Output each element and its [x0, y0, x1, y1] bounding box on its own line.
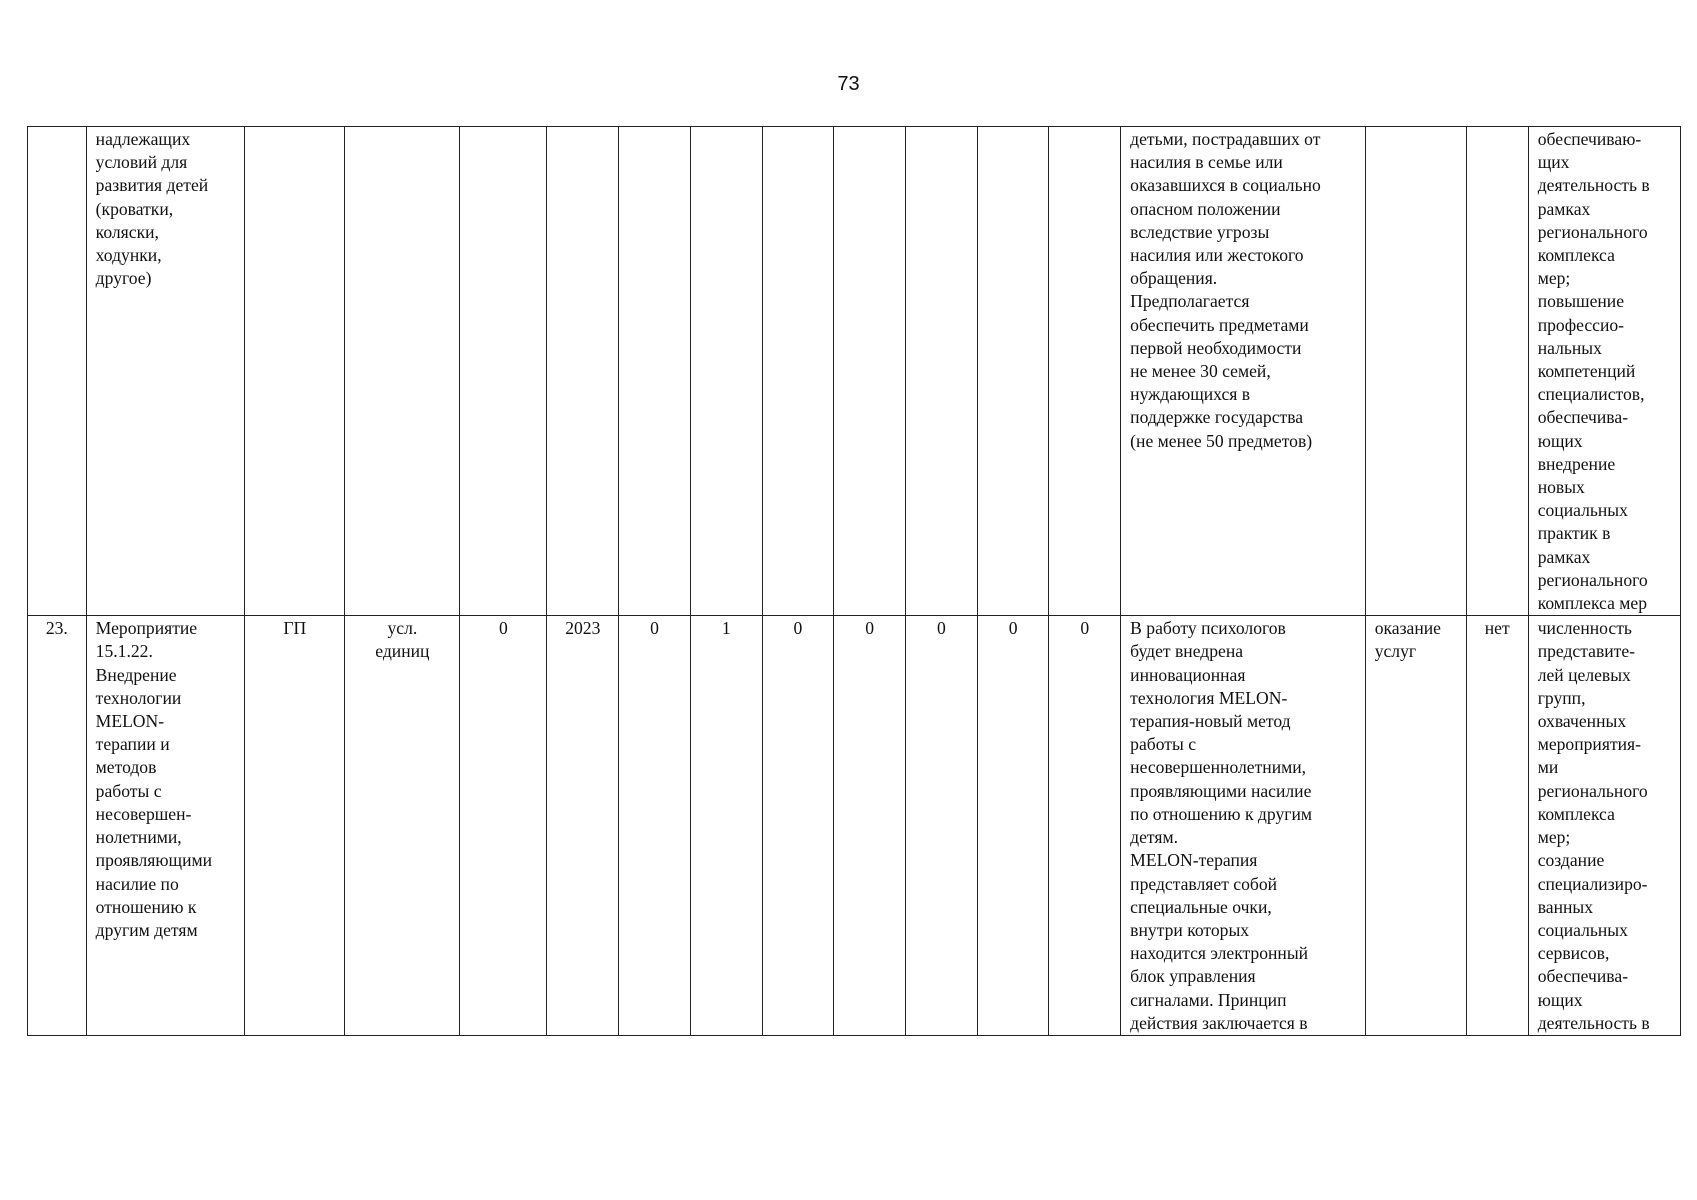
text-line: надлежащих	[95, 129, 191, 149]
text-line: детям.	[1130, 827, 1179, 848]
measures-table	[27, 126, 1681, 1036]
cell-flag: нет	[1466, 616, 1528, 1036]
text-line: не менее 30 семей,	[1130, 361, 1271, 382]
text-line: вследствие угрозы	[1130, 221, 1270, 242]
text-line: обеспечить предметами	[1130, 314, 1309, 335]
cell-responsible: ГП	[245, 616, 345, 1036]
text-line: представите-	[1537, 641, 1636, 662]
text-line: проявляющими насилие	[1130, 780, 1312, 801]
cell-value	[834, 127, 906, 616]
text-line: комплекса мер	[1537, 593, 1648, 614]
text-line: услуг	[1374, 641, 1417, 662]
cell-base-value	[460, 127, 547, 616]
text-line: рамках	[1537, 546, 1591, 567]
cell-measure-name	[86, 127, 245, 616]
text-line: повышение	[1537, 291, 1625, 312]
text-line: оказавшихся в социально	[1130, 175, 1321, 196]
cell-value	[906, 127, 978, 616]
text-line: регионального	[1537, 221, 1648, 242]
text-line: несовершен-	[95, 803, 192, 824]
text-line: внутри которых	[1130, 919, 1250, 940]
text-line: обеспечива-	[1537, 407, 1629, 428]
text-line: охваченных	[1537, 711, 1627, 732]
cell-value	[690, 127, 762, 616]
text-line: регионального	[1537, 780, 1648, 801]
text-line: нальных	[1537, 337, 1602, 358]
text-line: ходунки,	[95, 245, 162, 266]
text-line: насилия или жестокого	[1130, 245, 1304, 266]
text-line: рамках	[1537, 198, 1591, 219]
text-line: терапия-новый метод	[1130, 711, 1291, 732]
text-line: технология MELON-	[1130, 687, 1288, 708]
text-line: обращения.	[1130, 268, 1218, 289]
cell-value: 0	[834, 616, 906, 1036]
text-line: опасном положении	[1130, 198, 1281, 219]
cell-base-year	[547, 127, 619, 616]
text-line: детьми, пострадавших от	[1130, 129, 1321, 149]
text-line: специализиро-	[1537, 873, 1648, 894]
text-line: социальных	[1537, 500, 1628, 521]
text-line: работы с	[95, 780, 162, 801]
text-line: щих	[1537, 152, 1570, 173]
text-line: несовершеннолетними,	[1130, 757, 1307, 778]
cell-type	[1365, 127, 1466, 616]
text-line: социальных	[1537, 919, 1628, 940]
text-line: профессио-	[1537, 314, 1625, 335]
text-line: Внедрение	[95, 664, 177, 685]
text-line: методов	[95, 757, 157, 778]
text-line: условий для	[95, 152, 188, 173]
text-line: усл.	[387, 618, 418, 639]
text-line: технологии	[95, 687, 182, 708]
text-line: Мероприятие	[95, 618, 198, 639]
text-line: мер;	[1537, 827, 1571, 848]
text-line: численность	[1537, 618, 1632, 639]
text-line: проявляющими	[95, 850, 213, 871]
text-line: новых	[1537, 477, 1585, 498]
text-line: ванных	[1537, 896, 1594, 917]
cell-value: 0	[619, 616, 691, 1036]
cell-measure-name	[86, 616, 245, 1036]
text-line: нолетними,	[95, 827, 182, 848]
text-line: В работу психологов	[1130, 618, 1286, 639]
cell-value	[619, 127, 691, 616]
cell-unit	[345, 616, 460, 1036]
cell-responsible	[245, 127, 345, 616]
text-line: (не менее 50 предметов)	[1130, 430, 1313, 451]
cell-description	[1121, 127, 1366, 616]
text-line: (кроватки,	[95, 198, 174, 219]
text-line: регионального	[1537, 569, 1648, 590]
text-line: специальные очки,	[1130, 896, 1272, 917]
text-line: деятельность в	[1537, 1012, 1650, 1033]
text-line: будет внедрена	[1130, 641, 1244, 662]
text-line: инновационная	[1130, 664, 1246, 685]
text-line: отношению к	[95, 896, 197, 917]
cell-index	[28, 127, 87, 616]
text-line: MELON-терапия	[1130, 850, 1258, 871]
text-line: мер;	[1537, 268, 1571, 289]
cell-unit	[345, 127, 460, 616]
cell-base-value: 0	[460, 616, 547, 1036]
text-line: единиц	[375, 641, 430, 662]
text-line: обеспечиваю-	[1537, 129, 1642, 149]
text-line: блок управления	[1130, 966, 1256, 987]
text-line: насилия в семье или	[1130, 152, 1283, 173]
text-line: групп,	[1537, 687, 1586, 708]
cell-value	[762, 127, 834, 616]
text-line: другим детям	[95, 919, 198, 940]
text-line: представляет собой	[1130, 873, 1278, 894]
text-line: внедрение	[1537, 453, 1616, 474]
text-line: создание	[1537, 850, 1605, 871]
text-line: Предполагается	[1130, 291, 1250, 312]
cell-index: 23.	[28, 616, 87, 1036]
text-line: MELON-	[95, 711, 165, 732]
cell-flag	[1466, 127, 1528, 616]
text-line: находится электронный	[1130, 943, 1309, 964]
cell-value: 0	[906, 616, 978, 1036]
cell-value: 0	[762, 616, 834, 1036]
text-line: коляски,	[95, 221, 159, 242]
text-line: комплекса	[1537, 803, 1615, 824]
text-line: мероприятия-	[1537, 734, 1641, 755]
text-line: деятельность в	[1537, 175, 1650, 196]
text-line: компетенций	[1537, 361, 1636, 382]
text-line: ющих	[1537, 430, 1583, 451]
cell-value: 0	[977, 616, 1049, 1036]
text-line: насилие по	[95, 873, 179, 894]
text-line: практик в	[1537, 523, 1611, 544]
text-line: нуждающихся в	[1130, 384, 1251, 405]
text-line: действия заключается в	[1130, 1012, 1308, 1033]
cell-base-year: 2023	[547, 616, 619, 1036]
text-line: терапии и	[95, 734, 170, 755]
text-line: по отношению к другим	[1130, 803, 1313, 824]
text-line: сервисов,	[1537, 943, 1610, 964]
table-row	[28, 127, 1681, 616]
text-line: комплекса	[1537, 245, 1615, 266]
text-line: другое)	[95, 268, 152, 289]
text-line: оказание	[1374, 618, 1441, 639]
text-line: ми	[1537, 757, 1559, 778]
cell-result	[1528, 127, 1680, 616]
text-line: специалистов,	[1537, 384, 1645, 405]
cell-value	[1049, 127, 1121, 616]
text-line: сигналами. Принцип	[1130, 989, 1287, 1010]
cell-value: 0	[1049, 616, 1121, 1036]
page-number: 73	[837, 73, 860, 95]
text-line: работы с	[1130, 734, 1197, 755]
text-line: ющих	[1537, 989, 1583, 1010]
cell-result	[1528, 616, 1680, 1036]
table-row	[28, 616, 1681, 1036]
text-line: развития детей	[95, 175, 209, 196]
text-line: 15.1.22.	[95, 641, 153, 662]
cell-type	[1365, 616, 1466, 1036]
text-line: лей целевых	[1537, 664, 1631, 685]
text-line: обеспечива-	[1537, 966, 1629, 987]
cell-value: 1	[690, 616, 762, 1036]
cell-description	[1121, 616, 1366, 1036]
cell-value	[977, 127, 1049, 616]
text-line: первой необходимости	[1130, 337, 1302, 358]
text-line: поддержке государства	[1130, 407, 1304, 428]
